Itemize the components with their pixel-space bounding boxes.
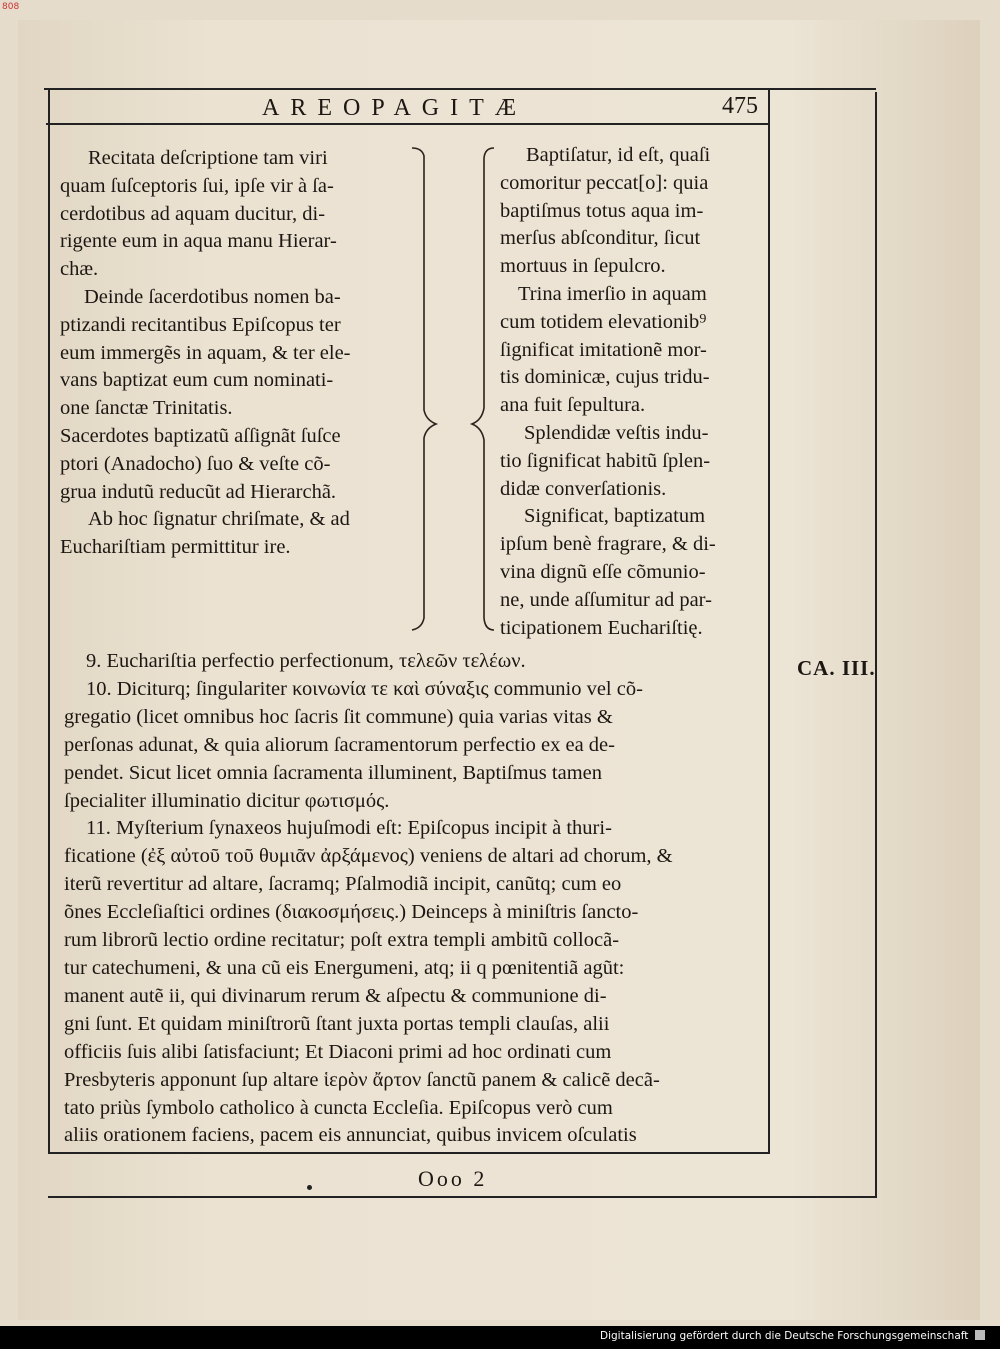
left-line: Ab hoc ſignatur chriſmate, & ad (88, 508, 350, 531)
footer-dot (307, 1185, 312, 1190)
body-line: Presbyteris apponunt ſup altare ἱερὸν ἄρτον ſanctũ panem & calicẽ decã- (64, 1068, 660, 1091)
body-line: ficatione (ἐξ αὐτοῦ τοῦ θυμιᾶν ἀρξάμενος) veniens de altari ad chorum, & (64, 845, 673, 868)
right-line: ticipationem Euchariſtię. (500, 616, 703, 639)
right-line: merſus abſconditur, ſicut (500, 227, 701, 250)
scan-corner-mark: 808 (2, 2, 20, 12)
left-line: Recitata deſcriptione tam viri (88, 147, 328, 169)
left-line: one ſanctæ Trinitatis. (60, 397, 233, 420)
body-line: pendet. Sicut licet omnia ſacramenta illuminent, Baptiſmus tamen (64, 761, 602, 784)
right-line: mortuus in ſepulcro. (500, 255, 666, 278)
body-line: tur catechumeni, & una cũ eis Energumeni, atq; ii q pœnitentiã agũt: (64, 956, 625, 979)
left-line: vans baptizat eum cum nominati- (60, 369, 334, 392)
left-line: grua indutũ reducũt ad Hierarchã. (60, 480, 337, 503)
right-line: didæ converſationis. (500, 477, 667, 500)
body-line: rum librorũ lectio ordine recitatur; poſt extra templi ambitũ collocã- (64, 929, 620, 952)
body-line: 10. Diciturq; ſingulariter κοινωνία τε καὶ σύναξις communio vel cõ- (86, 677, 643, 700)
body-line: manent autẽ ii, qui divinarum rerum & aſpectu & communione di- (64, 984, 607, 1007)
right-line: ſignificat imitationẽ mor- (500, 338, 707, 361)
left-brace (412, 148, 436, 630)
body-line: 11. Myſterium ſynaxeos hujuſmodi eſt: Epiſcopus incipit à thuri- (86, 817, 612, 840)
body-line: aliis orationem faciens, pacem eis annunciat, quibus invicem oſculatis (64, 1124, 637, 1147)
left-line: cerdotibus ad aquam ducitur, di- (60, 202, 326, 225)
left-line: Sacerdotes baptizatũ aſſignãt ſuſce (60, 424, 341, 447)
dfg-logo-icon (975, 1330, 985, 1340)
body-line: õnes Eccleſiaſtici ordines (διακοσμήσεις.) Deinceps à miniſtris ſancto- (64, 901, 639, 924)
left-line: Deinde ſacerdotibus nomen ba- (84, 285, 341, 308)
left-line: ptizandi recitantibus Epiſcopus ter (60, 313, 341, 336)
body-line: gregatio (licet omnibus hoc ſacris ſit commune) quia varias vitas & (64, 705, 613, 728)
left-line: ptori (Anadocho) ſuo & veſte cõ- (60, 452, 331, 475)
body-line: ſpecialiter illuminatio dicitur φωτισμός. (64, 789, 390, 812)
body-line: iterũ revertitur ad altare, ſacramq; Pſalmodiã incipit, canũtq; cum eo (64, 873, 622, 896)
right-line: ana fuit ſepultura. (500, 394, 646, 417)
funding-text: Digitalisierung gefördert durch die Deutsche Forschungsgemeinschaft (600, 1330, 969, 1342)
left-line: quam ſuſceptoris ſui, ipſe vir à ſa- (60, 174, 334, 197)
body-line: perſonas adunat, & quia aliorum ſacramentorum perfectio ex ea de- (64, 733, 615, 756)
right-line: tio ſignificat habitũ ſplen- (500, 449, 711, 472)
body-line: gni ſunt. Et quidam miniſtrorũ ſtant juxta portas templi clauſas, alii (64, 1012, 610, 1035)
right-line: Trina imerſio in aquam (518, 282, 707, 305)
main-text (64, 648, 769, 1150)
body-line: 9. Euchariſtia perfectio perfectionum, τελεῶν τελέων. (86, 650, 526, 672)
page-number: 475 (722, 93, 758, 119)
right-line: Significat, baptizatum (524, 505, 706, 528)
right-brace (472, 148, 494, 630)
signature-mark: Ooo 2 (418, 1166, 488, 1191)
right-line: comoritur peccat[o]: quia (500, 171, 709, 194)
right-line: vina dignũ eſſe cõmunio- (500, 560, 706, 583)
body-line: officiis ſuis alibi ſatisfaciunt; Et Diaconi primi ad hoc ordinati cum (64, 1040, 612, 1063)
left-line: eum immergẽs in aquam, & ter ele- (60, 341, 351, 364)
right-line: tis dominicæ, cujus tridu- (500, 366, 710, 389)
right-line: Splendidæ veſtis indu- (524, 421, 709, 444)
left-line: chæ. (60, 258, 99, 281)
right-line: ipſum benè fragrare, & di- (500, 533, 716, 556)
chapter-margin-note: CA. III. (797, 656, 876, 680)
left-line: Euchariſtiam permittitur ire. (60, 536, 291, 559)
right-line: baptiſmus totus aqua im- (500, 199, 704, 222)
body-line: tato priùs ſymbolo catholico à cuncta Eccleſia. Epiſcopus verò cum (64, 1096, 613, 1119)
funding-footer (600, 1330, 985, 1342)
left-line: rigente eum in aqua manu Hierar- (60, 230, 337, 253)
right-line: ne, unde aſſumitur ad par- (500, 588, 712, 611)
right-line: cum totidem elevationib⁹ (500, 310, 707, 333)
running-title: AREOPAGITÆ (262, 95, 528, 121)
right-line: Baptiſatur, id eſt, quaſi (526, 144, 711, 166)
